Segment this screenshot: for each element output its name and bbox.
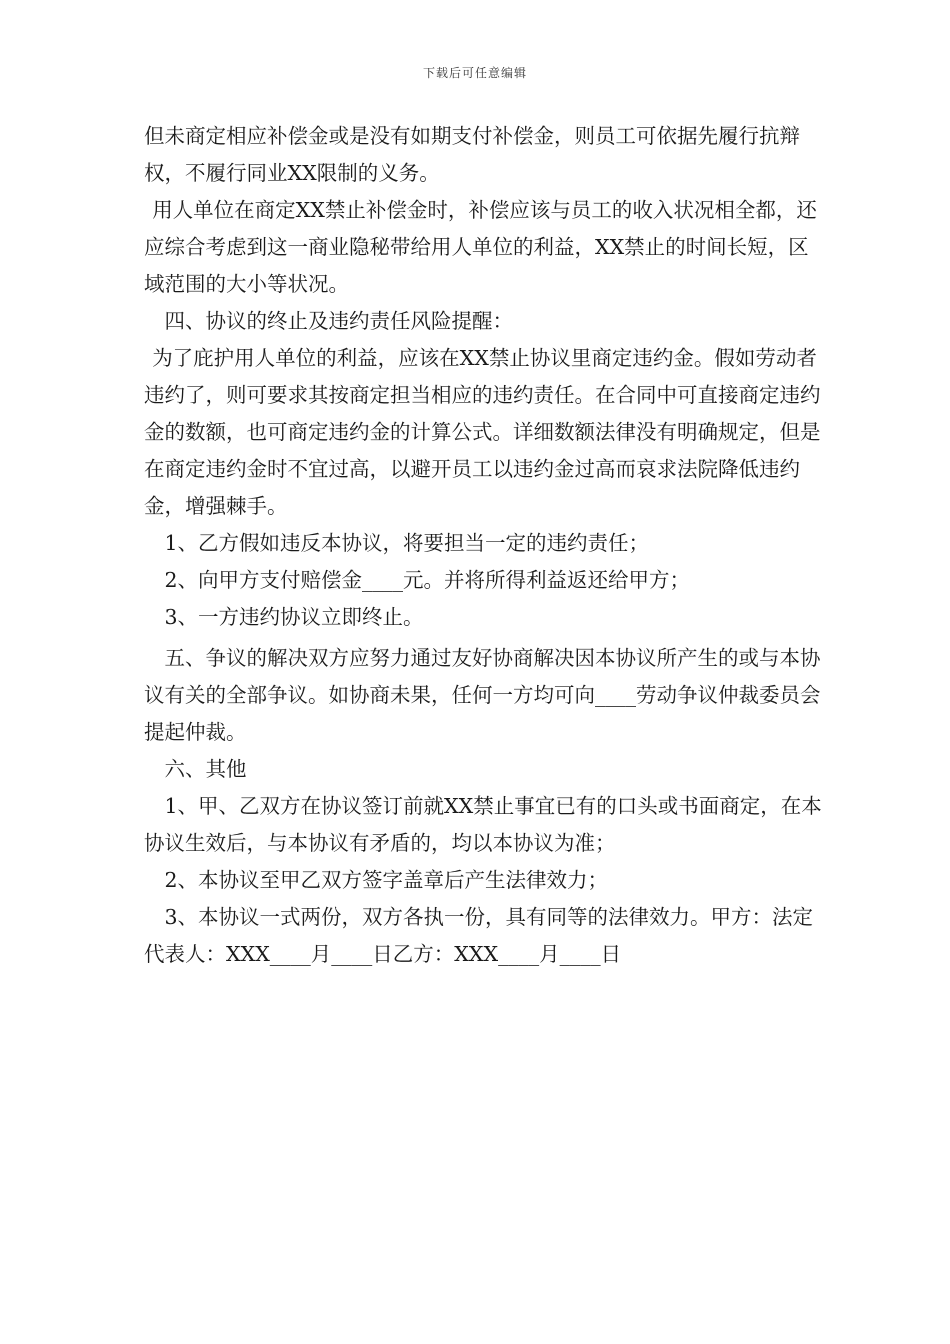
section-heading-termination: 四、协议的终止及违约责任风险提醒： <box>164 309 513 333</box>
paragraph-penalty: 为了庇护用人单位的利益，应该在XX禁止协议里商定违约金。假如劳动者违约了，则可要求其按商定担当相应的违约责任。在合同中可直接商定违约金的数额，也可商定违约金的计算公式。详细数额法律没有明确规定，但是在商定违约金时不宜过高，以避开员工以违约金过高而哀求法院降低违约金，增强棘手。 <box>144 346 821 518</box>
section-heading-other: 六、其他 <box>164 757 247 781</box>
document-body <box>144 118 824 973</box>
section-dispute-resolution: 五、争议的解决双方应努力通过友好协商解决因本协议所产生的或与本协议有关的全部争议。如协商未果，任何一方均可向____劳动争议仲裁委员会提起仲裁。 <box>144 646 821 744</box>
list-item-termination: 3、一方违约协议立即终止。 <box>164 605 424 629</box>
list-item-breach: 1、乙方假如违反本协议，将要担当一定的违约责任； <box>164 531 650 555</box>
page-header-note: 下载后可任意编辑 <box>422 66 527 80</box>
list-item-copies-signatures: 3、本协议一式两份，双方各执一份，具有同等的法律效力。甲方：法定代表人：XXX____月____日乙方：XXX____月____日 <box>144 905 814 966</box>
paragraph-performance-defense: 但未商定相应补偿金或是没有如期支付补偿金，则员工可依据先履行抗辩权，不履行同业XX限制的义务。 <box>144 124 800 185</box>
list-item-prior-agreements: 1、甲、乙双方在协议签订前就XX禁止事宜已有的口头或书面商定，在本协议生效后，与本协议有矛盾的，均以本协议为准； <box>144 794 822 855</box>
list-item-compensation-payment: 2、向甲方支付赔偿金____元。并将所得利益返还给甲方； <box>164 568 691 592</box>
paragraph-compensation: 用人单位在商定XX禁止补偿金时，补偿应该与员工的收入状况相全都，还应综合考虑到这一商业隐秘带给用人单位的利益，XX禁止的时间长短，区域范围的大小等状况。 <box>144 198 817 296</box>
list-item-effective: 2、本协议至甲乙双方签字盖章后产生法律效力； <box>164 868 609 892</box>
